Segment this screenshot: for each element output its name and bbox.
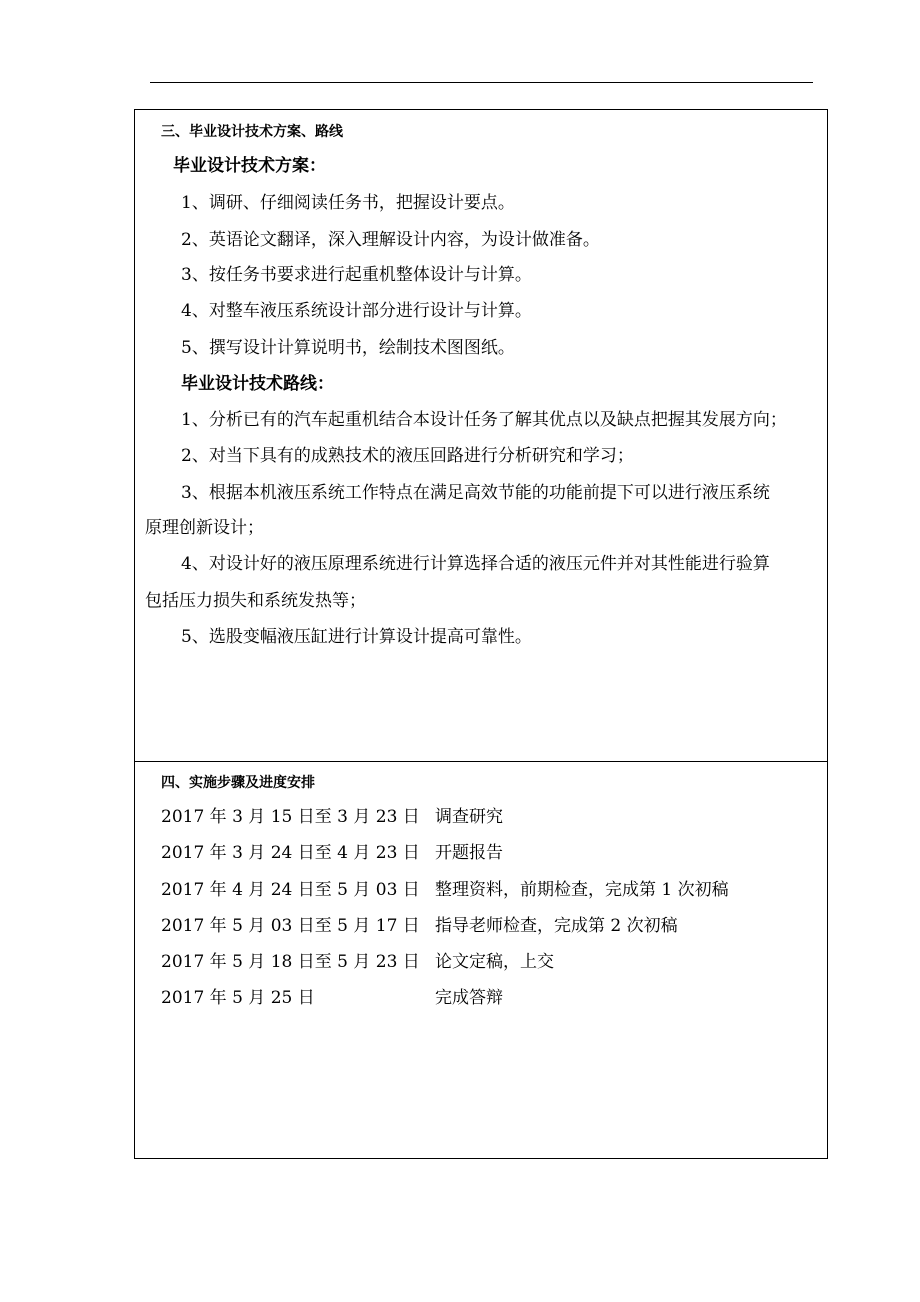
- section-heading: 三、毕业设计技术方案、路线: [161, 124, 343, 140]
- schedule-task: 调查研究: [435, 807, 503, 827]
- schedule-task: 整理资料，前期检查，完成第 1 次初稿: [435, 880, 729, 900]
- schedule-date: 2017 年 5 月 25 日: [161, 988, 315, 1008]
- schedule-date: 2017 年 5 月 03 日至 5 月 17 日: [161, 916, 420, 936]
- route-line: 包括压力损失和系统发热等；: [145, 591, 366, 611]
- schedule-task: 完成答辩: [435, 988, 503, 1008]
- schedule-date: 2017 年 4 月 24 日至 5 月 03 日: [161, 880, 420, 900]
- route-line: 2、对当下具有的成熟技术的液压回路进行分析研究和学习；: [181, 446, 634, 466]
- schedule-task: 开题报告: [435, 843, 503, 863]
- route-line: 1、分析已有的汽车起重机结合本设计任务了解其优点以及缺点把握其发展方向；: [181, 410, 787, 430]
- route-line: 5、选股变幅液压缸进行计算设计提高可靠性。: [181, 627, 532, 647]
- plan-item: 3、按任务书要求进行起重机整体设计与计算。: [181, 265, 532, 285]
- schedule-date: 2017 年 5 月 18 日至 5 月 23 日: [161, 952, 420, 972]
- schedule-date: 2017 年 3 月 24 日至 4 月 23 日: [161, 843, 420, 863]
- section-technical-plan: [135, 110, 827, 762]
- route-line: 4、对设计好的液压原理系统进行计算选择合适的液压元件并对其性能进行验算: [181, 554, 770, 574]
- section-schedule: [135, 762, 827, 1158]
- header-rule: [150, 82, 813, 83]
- route-line: 原理创新设计；: [145, 518, 264, 538]
- plan-item: 2、英语论文翻译，深入理解设计内容，为设计做准备。: [181, 230, 600, 250]
- route-heading: 毕业设计技术路线：: [181, 374, 334, 394]
- route-line: 3、根据本机液压系统工作特点在满足高效节能的功能前提下可以进行液压系统: [181, 483, 770, 503]
- plan-item: 5、撰写设计计算说明书，绘制技术图图纸。: [181, 338, 515, 358]
- schedule-date: 2017 年 3 月 15 日至 3 月 23 日: [161, 807, 420, 827]
- plan-item: 1、调研、仔细阅读任务书，把握设计要点。: [181, 193, 515, 213]
- plan-heading: 毕业设计技术方案：: [173, 156, 326, 176]
- section-heading: 四、实施步骤及进度安排: [161, 775, 315, 791]
- plan-item: 4、对整车液压系统设计部分进行设计与计算。: [181, 301, 532, 321]
- schedule-task: 指导老师检查，完成第 2 次初稿: [435, 916, 678, 936]
- schedule-task: 论文定稿，上交: [435, 952, 554, 972]
- proposal-form-table: [134, 109, 828, 1159]
